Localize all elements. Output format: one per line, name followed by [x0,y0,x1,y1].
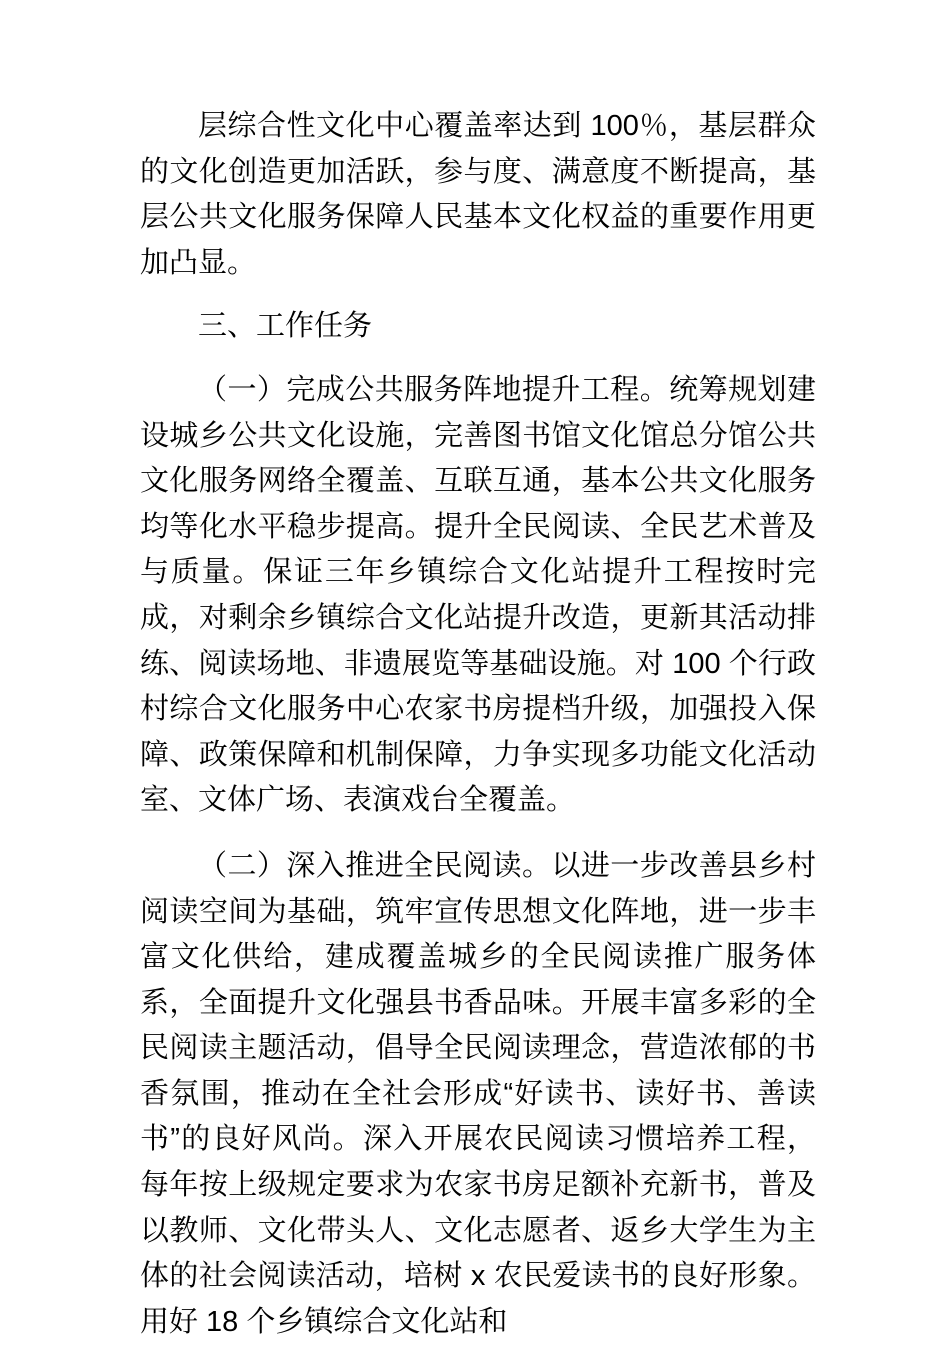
block-gap [140,286,816,304]
section-heading-three: 三、工作任务 [198,310,373,343]
block-gap [140,350,816,368]
paragraph-continuation: 层综合性文化中心覆盖率达到 100％，基层群众的文化创造更加活跃，参与度、满意度不断提高，基层公共文化服务保障人民基本文化权益的重要作用更加凸显。 [140,110,816,279]
document-text-column [140,104,816,1345]
paragraph-item-two: （二）深入推进全民阅读。以进一步改善县乡村阅读空间为基础，筑牢宣传思想文化阵地，进一步丰富文化供给，建成覆盖城乡的全民阅读推广服务体系，全面提升文化强县书香品味。开展丰富多彩的全民阅读主题活动，倡导全民阅读理念，营造浓郁的书香氛围，推动在全社会形成“好读书、读好书、善读书”的良好风尚。深入开展农民阅读习惯培养工程，每年按上级规定要求为农家书房足额补充新书，普及以教师、文化带头人、文化志愿者、返乡大学生为主体的社会阅读活动，培树 x 农民爱读书的良好形象。用好 18 个乡镇综合文化站和 [140,849,816,1338]
paragraph-item-one: （一）完成公共服务阵地提升工程。统筹规划建设城乡公共文化设施，完善图书馆文化馆总分馆公共文化服务网络全覆盖、互联互通，基本公共文化服务均等化水平稳步提高。提升全民阅读、全民艺术普及与质量。保证三年乡镇综合文化站提升工程按时完成，对剩余乡镇综合文化站提升改造，更新其活动排练、阅读场地、非遗展览等基础设施。对 100 个行政村综合文化服务中心农家书房提档升级，加强投入保障、政策保障和机制保障，力争实现多功能文化活动室、文体广场、表演戏台全覆盖。 [140,373,816,817]
block-gap [140,824,816,844]
